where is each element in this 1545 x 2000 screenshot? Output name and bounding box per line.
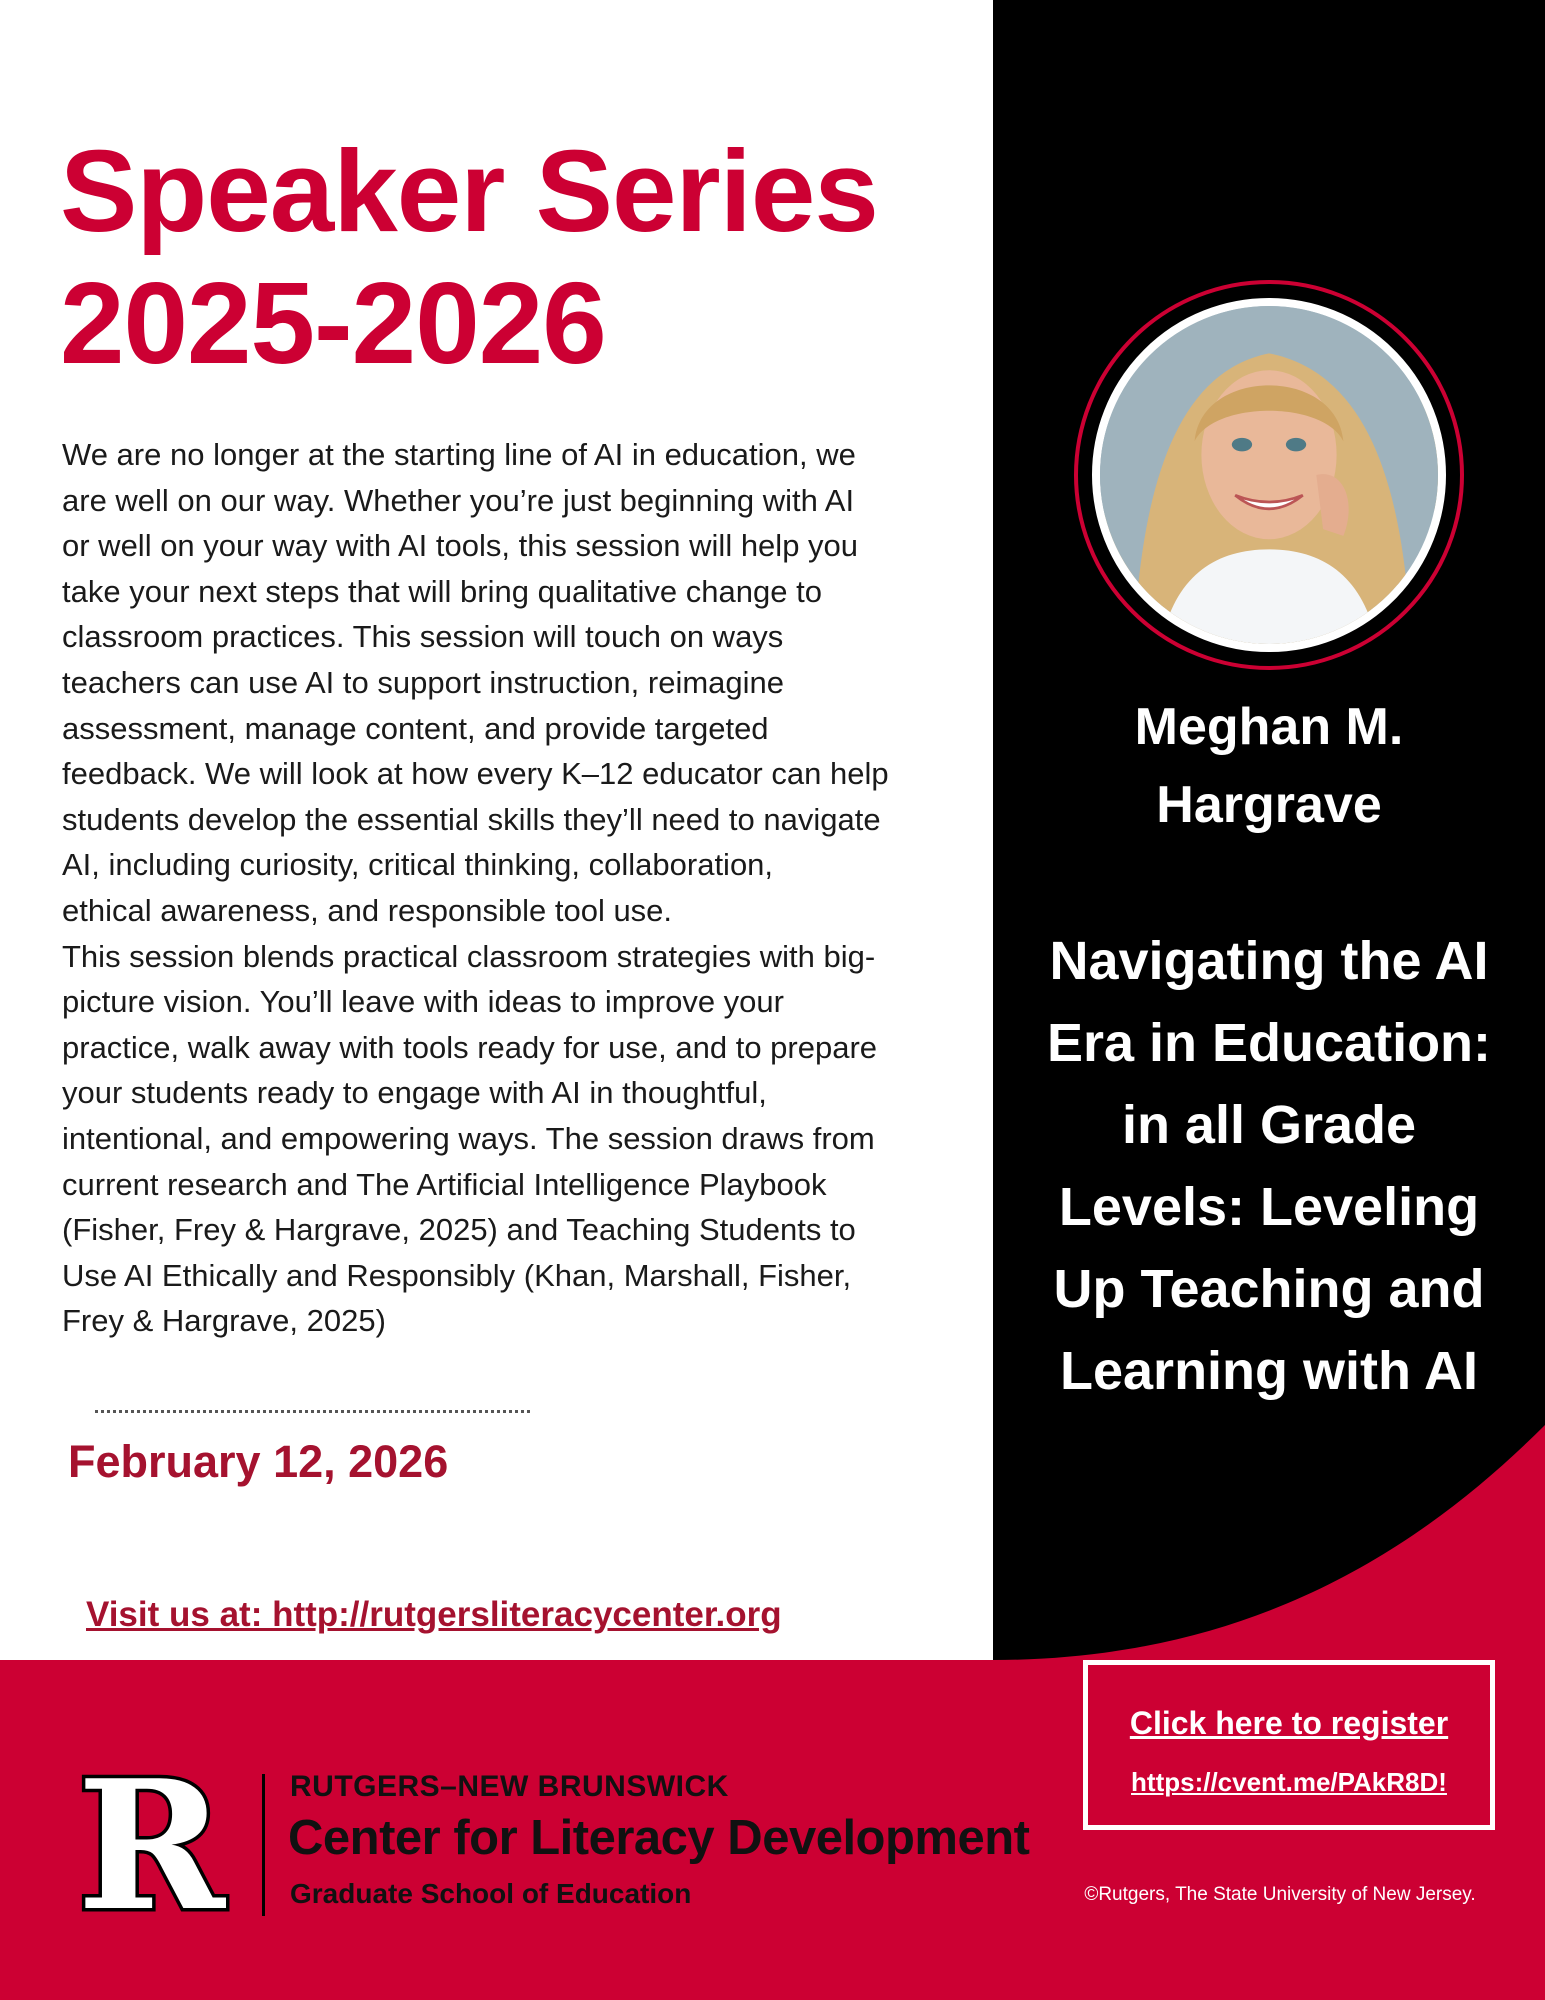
logo-campus: RUTGERS–NEW BRUNSWICK: [290, 1770, 729, 1803]
talk-title-line-4: Levels: Leveling: [1058, 1177, 1480, 1237]
speaker-portrait-icon: [1092, 298, 1446, 652]
talk-title-line-1: Navigating the AI: [1049, 931, 1489, 991]
speaker-name-line-1: Meghan M.: [1134, 698, 1404, 756]
page-title: [60, 125, 960, 389]
svg-text:R: R: [77, 1768, 225, 1920]
description-paragraph-2: This session blends practical classroom strategies with big- picture vision. You’ll leave with ideas to improve your practice, walk away with tools ready for use, and to prepare your students ready to engage with AI in thoughtful, intentional, and empowering ways. The session draws from current research and The Artificial Intelligence Playbook (Fisher, Frey & Hargrave, 2025) and Teaching Students to Use AI Ethically and Responsibly (Khan, Marshall, Fisher, Frey & Hargrave, 2025): [62, 938, 878, 1339]
dotted-divider: [95, 1410, 530, 1413]
description-paragraph-1: We are no longer at the starting line of AI in education, we are well on our way. Whether you’re just beginning with AI or well on your way with AI tools, this session will help you take your next steps that will bring qualitative change to classroom practices. This session will touch on ways teachers can use AI to support instruction, reimagine assessment, manage content, and provide targeted feedback. We will look at how every K–12 educator can help students develop the essential skills they’ll need to navigate AI, including curiosity, critical thinking, collaboration, ethical awareness, and responsible tool use.: [62, 437, 889, 928]
session-description: [62, 432, 962, 1344]
logo-school: Graduate School of Education: [290, 1878, 692, 1909]
talk-title-line-2: Era in Education:: [1046, 1013, 1492, 1073]
title-line-1: Speaker Series: [60, 126, 878, 256]
register-box: [1083, 1660, 1495, 1830]
visit-website-link[interactable]: Visit us at: http://rutgersliteracycenter.org: [86, 1595, 782, 1634]
event-date: February 12, 2026: [68, 1436, 449, 1487]
talk-title: [993, 920, 1545, 1412]
speaker-name: [993, 688, 1545, 844]
rutgers-r-logo-icon: [66, 1768, 236, 1920]
speaker-photo-frame: [1074, 280, 1464, 670]
copyright-notice: ©Rutgers, The State University of New Jersey.: [1084, 1884, 1476, 1905]
talk-title-line-3: in all Grade: [1121, 1095, 1417, 1155]
register-link[interactable]: Click here to register: [1129, 1705, 1449, 1741]
title-line-2: 2025-2026: [60, 258, 606, 388]
logo-center-name: Center for Literacy Development: [288, 1811, 1030, 1865]
talk-title-line-6: Learning with AI: [1060, 1341, 1478, 1401]
talk-title-line-5: Up Teaching and: [1053, 1259, 1485, 1319]
logo-divider: [262, 1774, 265, 1916]
speaker-name-line-2: Hargrave: [1156, 776, 1382, 834]
register-url-link[interactable]: https://cvent.me/PAkR8D!: [1131, 1767, 1447, 1797]
